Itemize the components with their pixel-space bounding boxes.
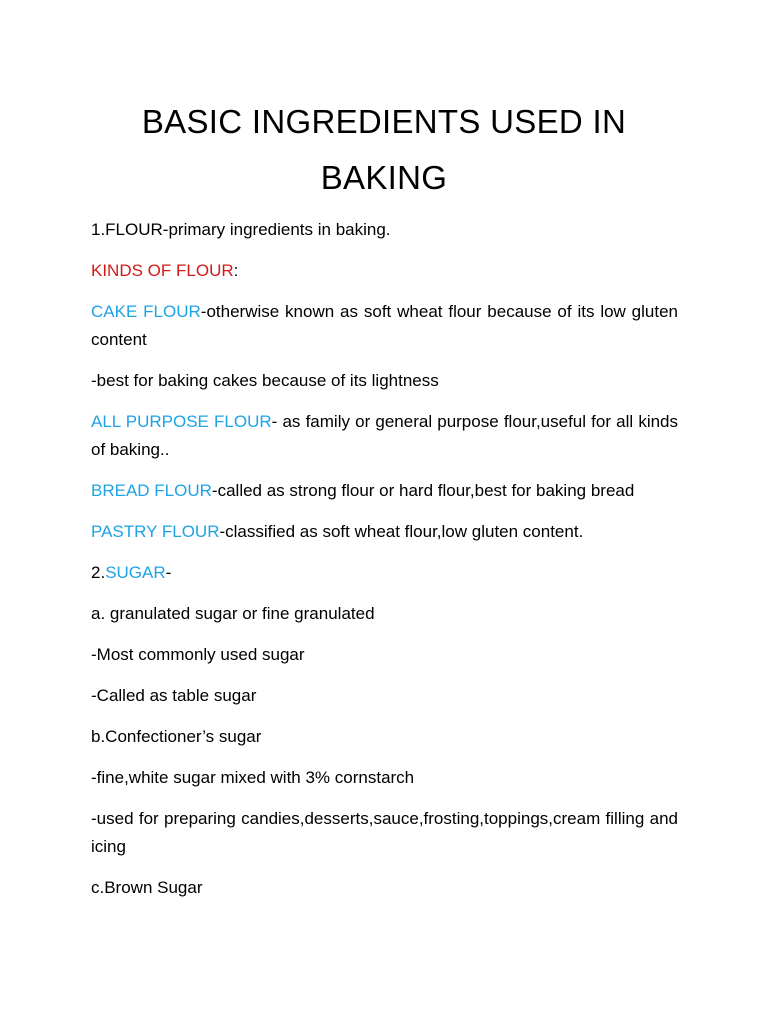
- sugar-line: -used for preparing candies,desserts,sauce,frosting,toppings,cream filling and icing: [91, 809, 678, 856]
- flour-heading: 1.FLOUR: [91, 220, 163, 239]
- sugar-line: c.Brown Sugar: [91, 878, 203, 897]
- page-title: BASIC INGREDIENTS USED IN BAKING: [141, 103, 627, 196]
- cake-flour-term: CAKE FLOUR: [91, 302, 201, 321]
- document-body: [91, 216, 678, 915]
- sugar-paragraph: [91, 559, 678, 587]
- cake-flour-note: -best for baking cakes because of its lightness: [91, 371, 439, 390]
- bread-flour-term: BREAD FLOUR: [91, 481, 212, 500]
- kinds-of-flour-suffix: :: [233, 261, 239, 280]
- pastry-flour-paragraph: [91, 518, 678, 546]
- pastry-flour-term: PASTRY FLOUR: [91, 522, 220, 541]
- bread-flour-definition: -called as strong flour or hard flour,best for baking bread: [211, 481, 635, 500]
- flour-paragraph: [91, 216, 678, 244]
- sugar-term: SUGAR: [105, 563, 166, 582]
- cake-flour-definition: -otherwise known as soft wheat flour because of its low gluten content: [91, 302, 679, 349]
- sugar-line: b.Confectioner’s sugar: [91, 727, 262, 746]
- all-purpose-flour-term: ALL PURPOSE FLOUR: [91, 412, 272, 431]
- sugar-line: a. granulated sugar or fine granulated: [91, 604, 375, 623]
- sugar-suffix: -: [165, 563, 172, 582]
- all-purpose-flour-paragraph: [91, 408, 678, 464]
- sugar-number: 2.: [91, 563, 106, 582]
- kinds-of-flour-paragraph: [91, 257, 678, 285]
- cake-flour-paragraph: [91, 298, 678, 354]
- pastry-flour-definition: -classified as soft wheat flour,low gluten content.: [219, 522, 584, 541]
- flour-heading-text: -primary ingredients in baking.: [162, 220, 391, 239]
- sugar-line: -fine,white sugar mixed with 3% cornstarch: [91, 768, 415, 787]
- sugar-line: -Most commonly used sugar: [91, 645, 305, 664]
- sugar-line: -Called as table sugar: [91, 686, 257, 705]
- kinds-of-flour-label: KINDS OF FLOUR: [91, 261, 234, 280]
- all-purpose-flour-definition: - as family or general purpose flour,useful for all kinds of baking..: [91, 412, 679, 459]
- bread-flour-paragraph: [91, 477, 678, 505]
